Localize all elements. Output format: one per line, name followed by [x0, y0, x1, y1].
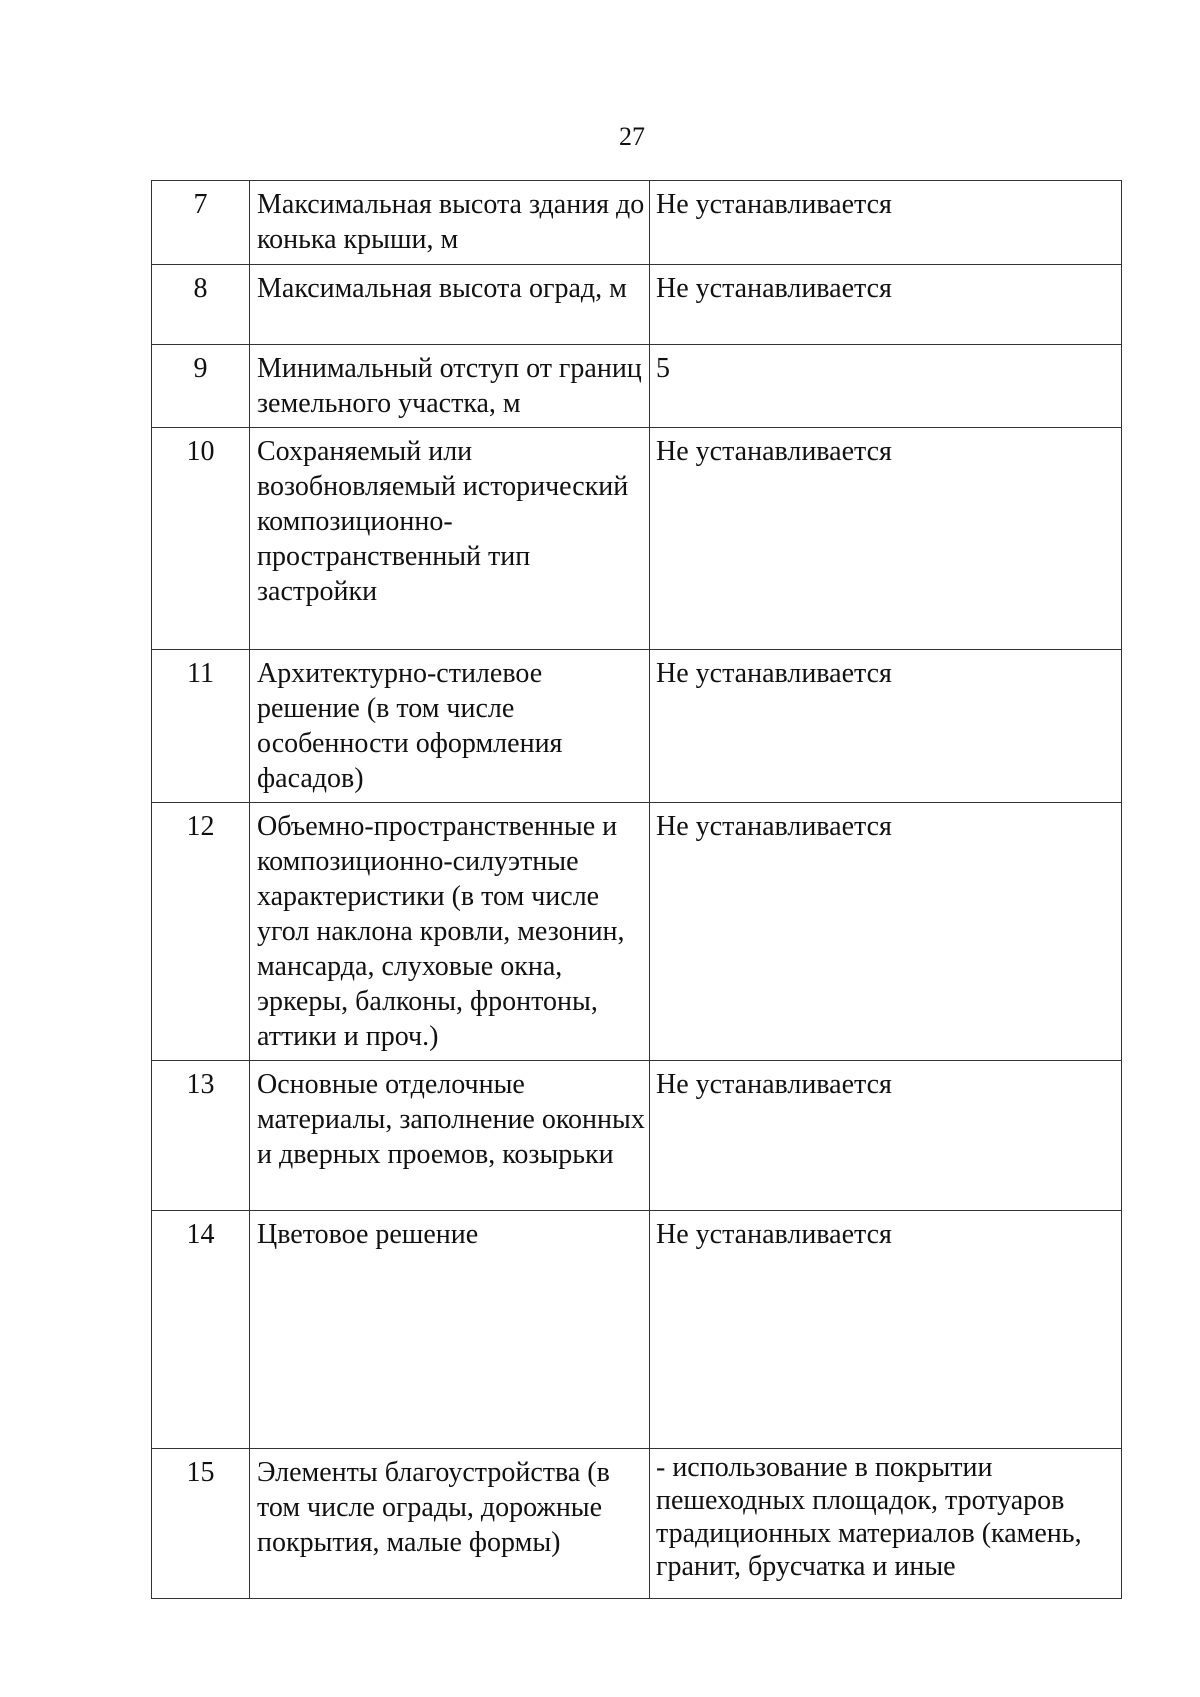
row-number: 13 [152, 1061, 250, 1211]
parameter-cell: Сохраняемый или возобновляемый исторический композиционно-пространственный тип застройки [250, 428, 650, 650]
table-row [152, 650, 1122, 803]
table-row [152, 345, 1122, 428]
parameter-cell: Основные отделочные материалы, заполнение оконных и дверных проемов, козырьки [250, 1061, 650, 1211]
table-row [152, 1449, 1122, 1599]
table-row [152, 428, 1122, 650]
row-number: 11 [152, 650, 250, 803]
parameter-cell: Цветовое решение [250, 1211, 650, 1449]
value-cell: Не устанавливается [650, 428, 1122, 650]
parameter-cell: Максимальная высота оград, м [250, 265, 650, 345]
table-row [152, 1211, 1122, 1449]
value-cell: Не устанавливается [650, 1211, 1122, 1449]
row-number: 9 [152, 345, 250, 428]
parameter-cell: Архитектурно-стилевое решение (в том числе особенности оформления фасадов) [250, 650, 650, 803]
row-number: 7 [152, 181, 250, 265]
value-cell: Не устанавливается [650, 265, 1122, 345]
row-number: 14 [152, 1211, 250, 1449]
parameter-cell: Максимальная высота здания до конька крыши, м [250, 181, 650, 265]
value-cell: Не устанавливается [650, 181, 1122, 265]
table-row [152, 181, 1122, 265]
row-number: 12 [152, 803, 250, 1061]
table-row [152, 1061, 1122, 1211]
table-row [152, 803, 1122, 1061]
value-cell: 5 [650, 345, 1122, 428]
value-cell: Не устанавливается [650, 1061, 1122, 1211]
regulations-table [151, 180, 1122, 1599]
parameter-cell: Объемно-пространственные и композиционно-силуэтные характеристики (в том числе угол наклона кровли, мезонин, мансарда, слуховые окна, эркеры, балконы, фронтоны, аттики и проч.) [250, 803, 650, 1061]
table-row [152, 265, 1122, 345]
parameter-cell: Минимальный отступ от границ земельного участка, м [250, 345, 650, 428]
row-number: 8 [152, 265, 250, 345]
row-number: 15 [152, 1449, 250, 1599]
value-cell: Не устанавливается [650, 803, 1122, 1061]
value-cell: - использование в покрытии пешеходных площадок, тротуаров традиционных материалов (камень, гранит, брусчатка и иные [650, 1449, 1122, 1599]
value-cell: Не устанавливается [650, 650, 1122, 803]
parameter-cell: Элементы благоустройства (в том числе ограды, дорожные покрытия, малые формы) [250, 1449, 650, 1599]
row-number: 10 [152, 428, 250, 650]
page-number: 27 [619, 122, 645, 151]
